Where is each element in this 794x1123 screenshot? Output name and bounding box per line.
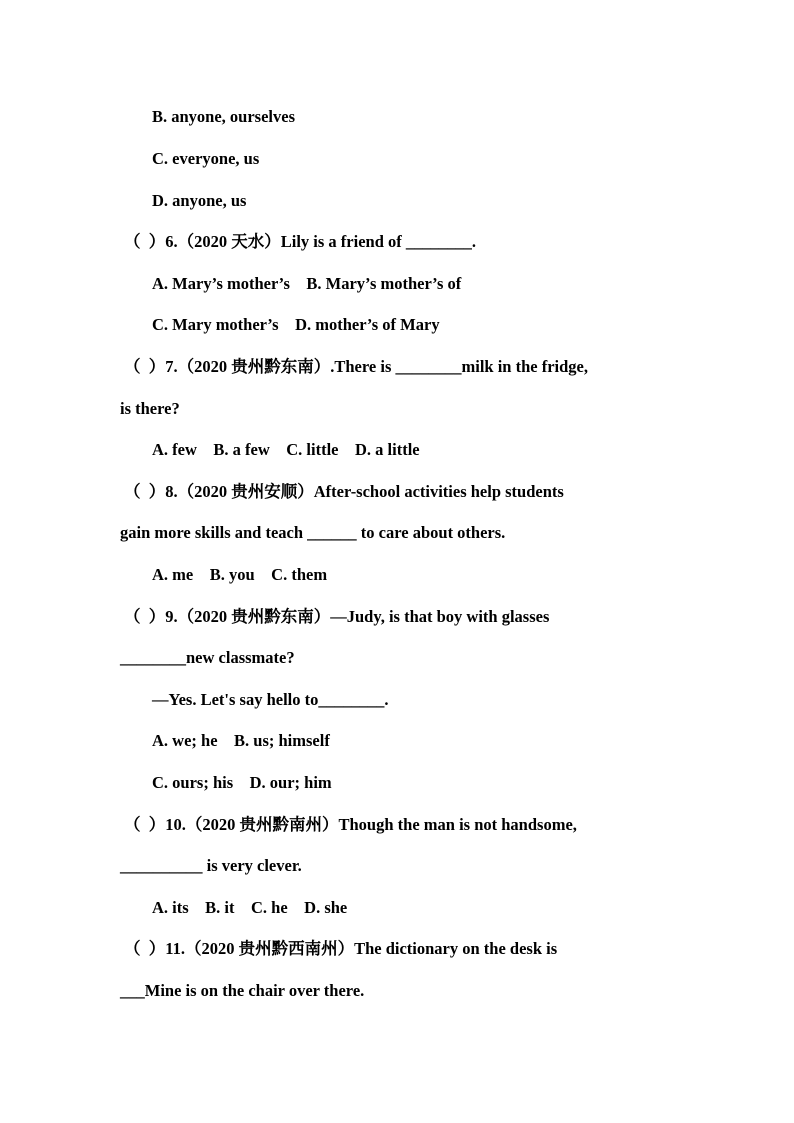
option-line: A. its B. it C. he D. she <box>152 898 348 917</box>
question-7: （ ）7.（2020 贵州黔东南）.There is ________milk in the fridge, <box>124 357 588 376</box>
question-11-cont: ___Mine is on the chair over there. <box>120 981 365 1000</box>
question-9-dialogue: —Yes. Let's say hello to________. <box>152 690 389 709</box>
question-10-cont: __________ is very clever. <box>120 856 302 875</box>
question-8: （ ）8.（2020 贵州安顺）After-school activities help students <box>124 482 564 501</box>
question-6: （ ）6.（2020 天水）Lily is a friend of ________. <box>124 232 477 251</box>
question-8-cont: gain more skills and teach ______ to care about others. <box>120 523 506 542</box>
option-line: D. anyone, us <box>152 191 247 210</box>
option-line: A. me B. you C. them <box>152 565 328 584</box>
option-line: A. we; he B. us; himself <box>152 731 330 750</box>
option-line: C. everyone, us <box>152 149 260 168</box>
option-line: C. ours; his D. our; him <box>152 773 332 792</box>
question-11: （ ）11.（2020 贵州黔西南州）The dictionary on the desk is <box>124 939 558 958</box>
question-7-cont: is there? <box>120 399 180 418</box>
question-9: （ ）9.（2020 贵州黔东南）—Judy, is that boy with glasses <box>124 607 550 626</box>
question-10: （ ）10.（2020 贵州黔南州）Though the man is not handsome, <box>124 815 577 834</box>
option-line: A. Mary’s mother’s B. Mary’s mother’s of <box>152 274 462 293</box>
option-line: B. anyone, ourselves <box>152 107 296 126</box>
option-line: C. Mary mother’s D. mother’s of Mary <box>152 315 440 334</box>
option-line: A. few B. a few C. little D. a little <box>152 440 420 459</box>
question-9-cont: ________new classmate? <box>120 648 295 667</box>
